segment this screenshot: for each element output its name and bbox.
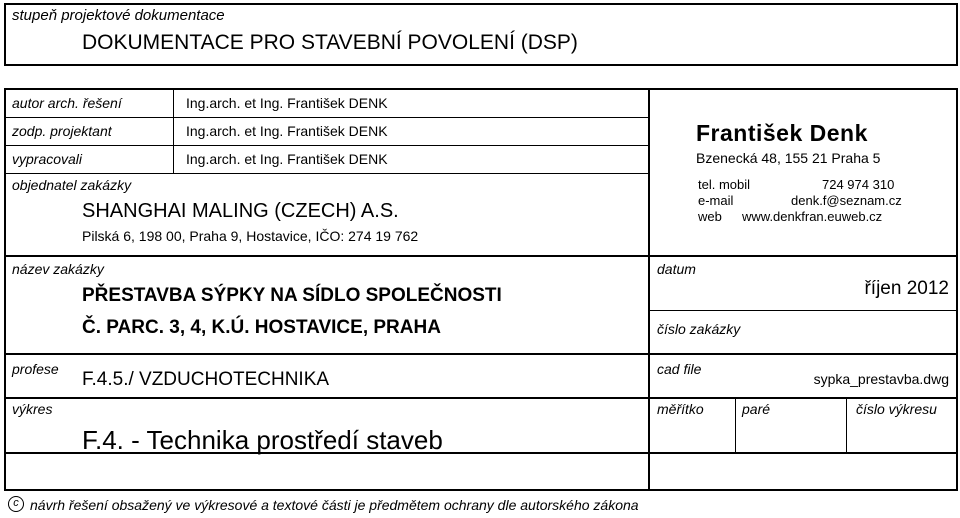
documentation-stage-title: DOKUMENTACE PRO STAVEBNÍ POVOLENÍ (DSP) [82,31,578,54]
drafted-row-line [5,173,648,174]
copyright-notice: návrh řešení obsažený ve výkresové a textové části je předmětem ochrany dle autorského zákona [30,497,639,513]
author-row-line [5,117,648,118]
drawing-title: F.4. - Technika prostředí staveb [82,425,443,455]
project-title-line-1: PŘESTAVBA SÝPKY NA SÍDLO SPOLEČNOSTI [82,285,502,306]
drawing-label: výkres [12,401,53,417]
client-label: objednatel zakázky [12,177,132,193]
date-label: datum [657,261,696,277]
profession-section-line [5,397,957,399]
profession-label: profese [12,361,59,377]
drafted-value: Ing.arch. et Ing. František DENK [186,151,388,167]
email-value[interactable]: denk.f@seznam.cz [791,193,902,208]
web-label: web [698,209,722,224]
drawing-number-label: číslo výkresu [856,401,937,417]
cad-file-value: sypka_prestavba.dwg [813,371,949,387]
firm-divider [648,89,650,489]
copyright-icon: c [8,496,24,512]
order-divider [649,310,957,311]
mobile-value: 724 974 310 [822,177,895,192]
author-value: Ing.arch. et Ing. František DENK [186,95,388,111]
order-number-label: číslo zakázky [657,321,741,337]
scale-label: měřítko [657,401,704,417]
client-address: Pilská 6, 198 00, Praha 9, Hostavice, IČO: 274 19 762 [82,228,419,244]
mobile-label: tel. mobil [698,177,751,192]
responsible-row-line [5,145,648,146]
client-section-line [5,255,957,257]
copies-label: paré [742,401,771,417]
firm-name: František Denk [696,120,868,146]
project-label: název zakázky [12,261,104,277]
project-section-line [5,353,957,355]
profession-value: F.4.5./ VZDUCHOTECHNIKA [82,369,330,390]
drafted-label: vypracovali [12,151,83,167]
people-value-divider [173,89,174,173]
project-title-line-2: Č. PARC. 3, 4, K.Ú. HOSTAVICE, PRAHA [82,317,441,338]
scale-copies-divider [735,398,736,453]
email-label: e-mail [698,193,734,208]
documentation-stage-label: stupeň projektové dokumentace [12,7,225,24]
client-name: SHANGHAI MALING (CZECH) A.S. [82,200,399,222]
responsible-value: Ing.arch. et Ing. František DENK [186,123,388,139]
web-value[interactable]: www.denkfran.euweb.cz [742,209,883,224]
responsible-label: zodp. projektant [12,123,112,139]
cad-file-label: cad file [657,361,702,377]
firm-address: Bzenecká 48, 155 21 Praha 5 [696,150,881,166]
date-value: říjen 2012 [864,278,949,299]
copies-drawing-divider [846,398,847,453]
author-label: autor arch. řešení [12,95,122,111]
